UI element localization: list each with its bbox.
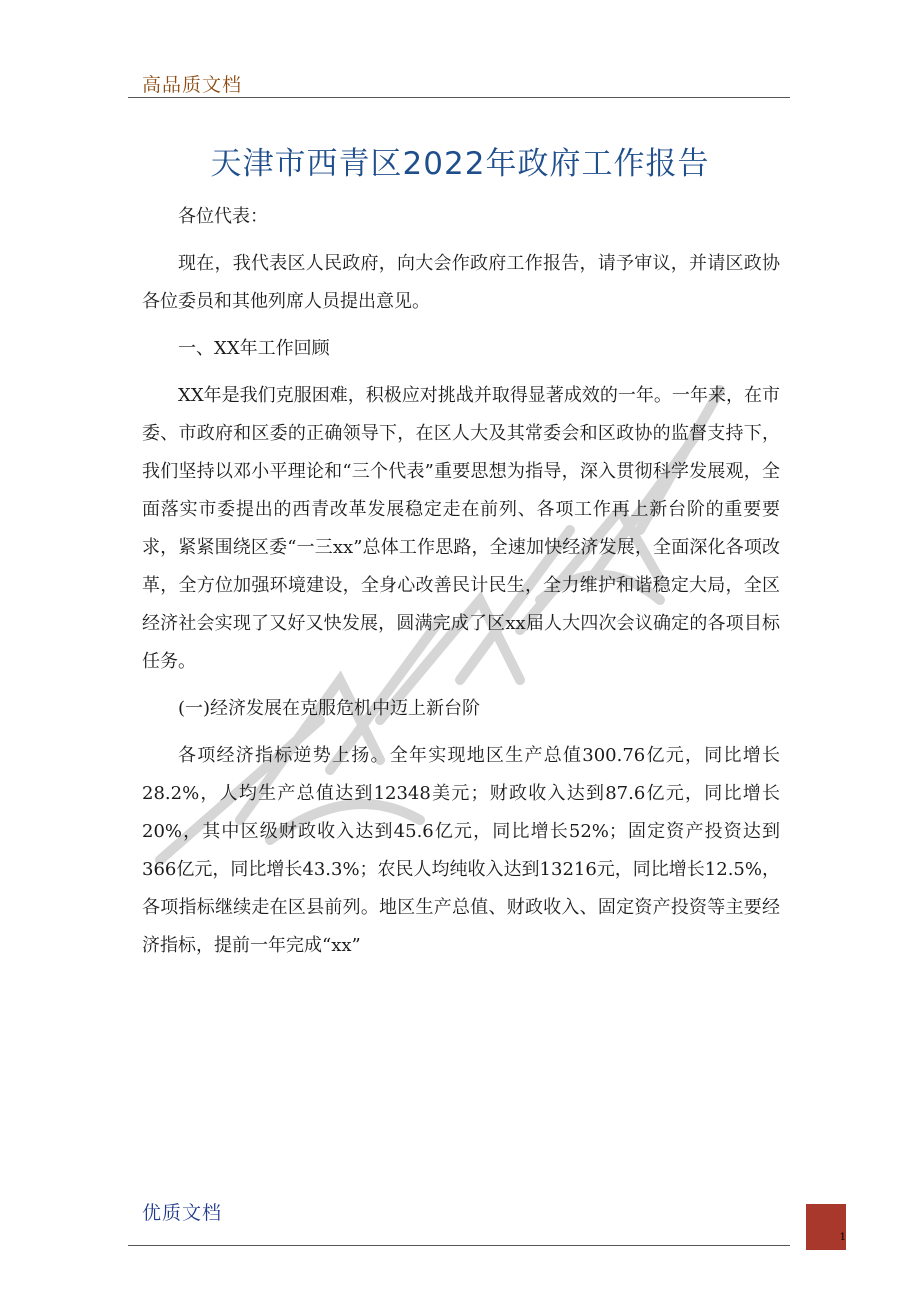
document-title: 天津市西青区2022年政府工作报告 [210,146,710,182]
opening-paragraph: 现在，我代表区人民政府，向大会作政府工作报告，请予审议，并请区政协各位委员和其他列席人员提出意见。 [142,253,780,312]
footer-brand: 优质文档 [142,1202,223,1224]
economic-paragraph: 各项经济指标逆势上扬。全年实现地区生产总值300.76亿元，同比增长28.2%，人均生产总值达到12348美元；财政收入达到87.6亿元，同比增长20%，其中区级财政收入达到45.6亿元，同比增长52%；固定资产投资达到366亿元，同比增长43.3%；农民人均纯收入达到13216元，同比增长12.5%，各项指标继续走在区县前列。地区生产总值、财政收入、固定资产投资等主要经济指标，提前一年完成“xx” [142,745,780,956]
header-divider [128,97,790,98]
review-paragraph: XX年是我们克服困难，积极应对挑战并取得显著成效的一年。一年来，在市委、市政府和区委的正确领导下，在区人大及其常委会和区政协的监督支持下，我们坚持以邓小平理论和“三个代表”重要思想为指导，深入贯彻科学发展观，全面落实市委提出的西青改革发展稳定走在前列、各项工作再上新台阶的重要要求，紧紧围绕区委“一三xx”总体工作思路，全速加快经济发展，全面深化各项改革，全方位加强环境建设，全身心改善民计民生，全力维护和谐稳定大局，全区经济社会实现了又好又快发展，圆满完成了区xx届人大四次会议确定的各项目标任务。 [142,385,780,672]
subsection-heading: (一)经济发展在克服危机中迈上新台阶 [178,698,481,719]
page-number-box [806,1204,846,1250]
page-number: 1 [839,1232,846,1243]
header-brand: 高品质文档 [142,74,243,96]
section-heading: 一、XX年工作回顾 [178,338,330,359]
report-body [142,198,780,974]
salutation: 各位代表： [178,206,268,227]
footer-divider [128,1245,790,1246]
